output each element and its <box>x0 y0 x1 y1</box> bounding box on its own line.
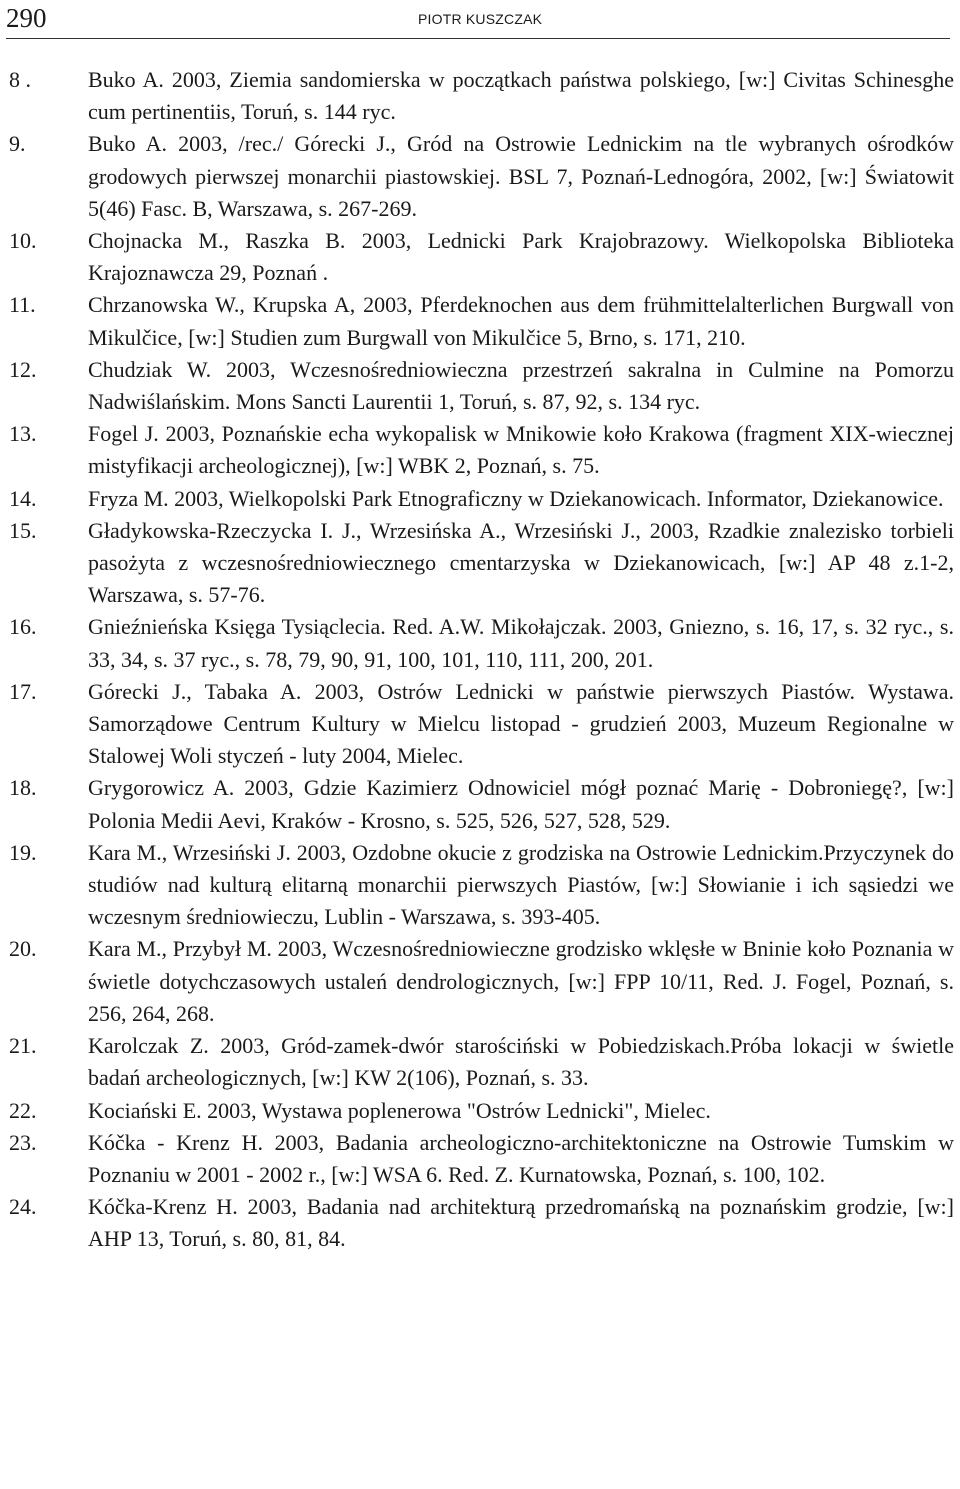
entry-citation: Kóčka - Krenz H. 2003, Badania archeologiczno-architektoniczne na Ostrowie Tumskim w Poznaniu w 2001 - 2002 r., [w:] WSA 6. Red. Z. Kurnatowska, Poznań, s. 100, 102. <box>88 1129 954 1187</box>
bibliography-entry <box>0 225 960 289</box>
entry-number: 12. <box>9 356 37 382</box>
entry-number: 24. <box>9 1194 37 1220</box>
entry-citation: Buko A. 2003, Ziemia sandomierska w początkach państwa polskiego, [w:] Civitas Schinesghe cum pertinentiis, Toruń, s. 144 ryc. <box>88 67 954 125</box>
bibliography-entry <box>0 483 960 515</box>
entry-citation: Kara M., Wrzesiński J. 2003, Ozdobne okucie z grodziska na Ostrowie Lednickim.Przyczynek do studiów nad kulturą elitarną monarchii pierwszych Piastów, [w:] Słowianie i ich sąsiedzi we wczesnym średniowieczu, Lublin - Warszawa, s. 393-405. <box>88 839 954 930</box>
entry-number: 19. <box>9 839 37 865</box>
bibliography-entry <box>0 933 960 1030</box>
entry-citation: Górecki J., Tabaka A. 2003, Ostrów Lednicki w państwie pierwszych Piastów. Wystawa. Samorządowe Centrum Kultury w Mielcu listopad - grudzień 2003, Muzeum Regionalne w Stalowej Woli styczeń - luty 2004, Mielec. <box>88 678 954 769</box>
bibliography-entry <box>0 1030 960 1094</box>
entry-citation: Fogel J. 2003, Poznańskie echa wykopalisk w Mnikowie koło Krakowa (fragment XIX-wiecznej mistyfikacji archeologicznej), [w:] WBK 2, Poznań, s. 75. <box>88 421 954 479</box>
entry-number: 18. <box>9 775 37 801</box>
entry-citation: Gładykowska-Rzeczycka I. J., Wrzesińska A., Wrzesiński J., 2003, Rzadkie znalezisko torbieli pasożyta z wczesnośredniowiecznego cmentarzyska w Dziekanowicach, [w:] AP 48 z.1-2, Warszawa, s. 57-76. <box>88 517 954 608</box>
bibliography-entry <box>0 515 960 612</box>
entry-number: 21. <box>9 1033 37 1059</box>
entry-citation: Grygorowicz A. 2003, Gdzie Kazimierz Odnowiciel mógł poznać Marię - Dobroniegę?, [w:] Polonia Medii Aevi, Kraków - Krosno, s. 525, 526, 527, 528, 529. <box>88 775 954 833</box>
bibliography-entry <box>0 128 960 225</box>
entry-number: 10. <box>9 228 37 254</box>
bibliography-entry <box>0 837 960 934</box>
entry-number: 9. <box>9 131 26 157</box>
bibliography-entry <box>0 1191 960 1255</box>
entry-citation: Kóčka-Krenz H. 2003, Badania nad architekturą przedromańską na poznańskim grodzie, [w:] AHP 13, Toruń, s. 80, 81, 84. <box>88 1194 954 1252</box>
entry-citation: Chudziak W. 2003, Wczesnośredniowieczna przestrzeń sakralna in Culmine na Pomorzu Nadwiślańskim. Mons Sancti Laurentii 1, Toruń, s. 87, 92, s. 134 ryc. <box>88 356 954 415</box>
entry-citation: Karolczak Z. 2003, Gród-zamek-dwór starościński w Pobiedziskach.Próba lokacji w świetle badań archeologicznych, [w:] KW 2(106), Poznań, s. 33. <box>88 1033 954 1091</box>
entry-number: 15. <box>9 517 37 543</box>
entry-number: 22. <box>9 1097 37 1123</box>
entry-citation: Fryza M. 2003, Wielkopolski Park Etnograficzny w Dziekanowicach. Informator, Dziekanowice. <box>88 485 944 511</box>
entry-citation: Buko A. 2003, /rec./ Górecki J., Gród na Ostrowie Lednickim na tle wybranych ośrodków grodowych pierwszej monarchii piastowskiej. BSL 7, Poznań-Lednogóra, 2002, [w:] Światowit 5(46) Fasc. B, Warszawa, s. 267-269. <box>88 131 954 221</box>
entry-number: 13. <box>9 421 37 447</box>
bibliography-entry <box>0 354 960 418</box>
entry-number: 14. <box>9 485 37 511</box>
page-header <box>6 0 950 39</box>
entry-citation: Chojnacka M., Raszka B. 2003, Lednicki Park Krajobrazowy. Wielkopolska Biblioteka Krajoznawcza 29, Poznań . <box>88 228 954 286</box>
entry-number: 20. <box>9 936 37 962</box>
bibliography-list <box>0 64 960 1256</box>
bibliography-entry <box>0 772 960 836</box>
bibliography-entry <box>0 418 960 482</box>
bibliography-entry <box>0 64 960 128</box>
bibliography-entry <box>0 1127 960 1191</box>
entry-citation: Chrzanowska W., Krupska A, 2003, Pferdeknochen aus dem frühmittelalterlichen Burgwall von Mikulčice, [w:] Studien zum Burgwall von Mikulčice 5, Brno, s. 171, 210. <box>88 292 954 350</box>
entry-citation: Kara M., Przybył M. 2003, Wczesnośredniowieczne grodzisko wklęsłe w Bninie koło Poznania w świetle dotychczasowych ustaleń dendrologicznych, [w:] FPP 10/11, Red. J. Fogel, Poznań, s. 256, 264, 268. <box>88 936 954 1026</box>
bibliography-entry <box>0 676 960 773</box>
bibliography-entry <box>0 289 960 353</box>
bibliography-entry <box>0 611 960 675</box>
entry-number: 17. <box>9 678 37 704</box>
page-number: 290 <box>6 3 47 33</box>
entry-number: 11. <box>9 292 36 318</box>
entry-citation: Kociański E. 2003, Wystawa poplenerowa "Ostrów Lednicki", Mielec. <box>88 1097 711 1123</box>
bibliography-entry <box>0 1095 960 1127</box>
running-head: PIOTR KUSZCZAK <box>418 11 543 27</box>
entry-number: 8 . <box>9 67 31 92</box>
entry-citation: Gnieźnieńska Księga Tysiąclecia. Red. A.W. Mikołajczak. 2003, Gniezno, s. 16, 17, s. 32 ryc., s. 33, 34, s. 37 ryc., s. 78, 79, 90, 91, 100, 101, 110, 111, 200, 201. <box>88 614 954 672</box>
entry-number: 16. <box>9 614 37 640</box>
entry-number: 23. <box>9 1129 37 1155</box>
